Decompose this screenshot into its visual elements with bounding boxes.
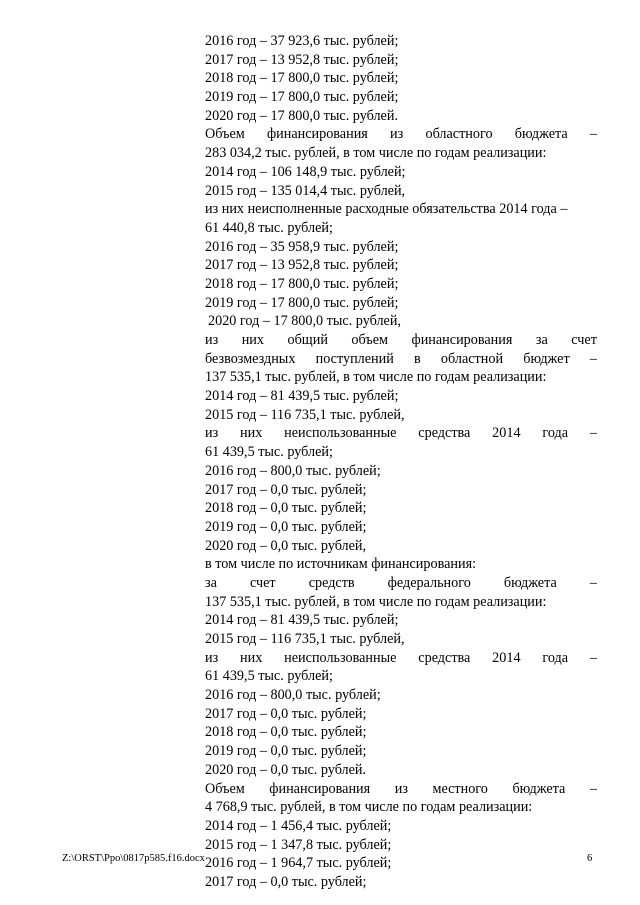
- word: областной: [440, 350, 504, 367]
- word: из: [205, 332, 219, 348]
- text-line: 61 439,5 тыс. рублей;: [205, 668, 333, 685]
- word: –: [589, 574, 597, 591]
- word: бюджет: [523, 350, 570, 367]
- word: средств: [308, 574, 355, 591]
- word: –: [589, 126, 597, 143]
- text-line: [205, 424, 597, 443]
- text-line: 2019 год – 17 800,0 тыс. рублей;: [205, 89, 399, 106]
- text-line: 2018 год – 0,0 тыс. рублей;: [205, 500, 367, 517]
- word: –: [589, 780, 597, 797]
- text-line: [205, 350, 597, 369]
- text-line: [205, 649, 597, 668]
- word: них: [240, 425, 263, 442]
- text-line: 2015 год – 116 735,1 тыс. рублей,: [205, 406, 405, 423]
- word: за: [205, 574, 217, 591]
- page-number: 6: [587, 853, 593, 864]
- text-line: 2016 год – 35 958,9 тыс. рублей;: [205, 238, 399, 255]
- word: –: [589, 649, 597, 666]
- word: Объем: [205, 780, 245, 797]
- text-line: [205, 331, 597, 350]
- text-line: 2015 год – 135 014,4 тыс. рублей,: [205, 182, 406, 199]
- word: из: [205, 425, 219, 442]
- text-line: 61 440,8 тыс. рублей;: [205, 219, 333, 236]
- text-line: 2015 год – 116 735,1 тыс. рублей,: [205, 631, 405, 647]
- text-line: 2020 год – 17 800,0 тыс. рублей,: [208, 313, 401, 330]
- word: 2014: [492, 425, 521, 442]
- text-line: 2016 год – 37 923,6 тыс. рублей;: [205, 33, 399, 49]
- text-line: [205, 574, 597, 593]
- text-line: 2020 год – 0,0 тыс. рублей.: [205, 761, 367, 778]
- word: –: [589, 425, 597, 442]
- text-line: [205, 780, 597, 799]
- word: неиспользованные: [284, 425, 397, 442]
- text-line: 137 535,1 тыс. рублей, в том числе по годам реализации:: [205, 369, 547, 386]
- text-line: 2020 год – 0,0 тыс. рублей,: [205, 537, 367, 554]
- text-line: 2014 год – 1 456,4 тыс. рублей;: [205, 817, 392, 834]
- text-line: 2017 год – 0,0 тыс. рублей;: [205, 873, 367, 890]
- word: средства: [418, 649, 471, 666]
- text-line: 2018 год – 0,0 тыс. рублей;: [205, 724, 367, 741]
- word: финансирования: [266, 126, 368, 143]
- footer-file-path: Z:\ORST\Ppo\0817p585.f16.docx: [62, 853, 205, 864]
- text-line: 2019 год – 0,0 тыс. рублей;: [205, 743, 367, 760]
- text-line: 2018 год – 17 800,0 тыс. рублей;: [205, 275, 399, 292]
- word: финансирования: [269, 780, 371, 797]
- word: финансирования: [411, 332, 513, 348]
- word: счет: [571, 332, 597, 348]
- word: безвозмездных: [205, 350, 296, 367]
- word: бюджета: [514, 126, 568, 143]
- text-line: 2015 год – 1 347,8 тыс. рублей;: [205, 836, 392, 853]
- word: средства: [418, 425, 471, 442]
- word: местного: [432, 780, 488, 797]
- word: 2014: [492, 649, 521, 666]
- word: федерального: [387, 574, 471, 591]
- text-line: 137 535,1 тыс. рублей, в том числе по годам реализации:: [205, 593, 547, 610]
- word: из: [390, 126, 404, 143]
- text-line: 2016 год – 1 964,7 тыс. рублей;: [205, 855, 392, 872]
- text-line: 2020 год – 17 800,0 тыс. рублей.: [205, 107, 398, 124]
- word: в: [414, 350, 421, 367]
- word: бюджета: [503, 574, 557, 591]
- document-body: [205, 32, 597, 892]
- text-line: 2017 год – 13 952,8 тыс. рублей;: [205, 51, 399, 68]
- word: из: [205, 649, 219, 666]
- text-line: 2019 год – 17 800,0 тыс. рублей;: [205, 294, 399, 311]
- word: неиспользованные: [284, 649, 397, 666]
- text-line: [205, 125, 597, 144]
- word: них: [240, 649, 263, 666]
- word: –: [589, 350, 597, 367]
- text-line: 4 768,9 тыс. рублей, в том числе по годам реализации:: [205, 799, 533, 816]
- text-line: 2016 год – 800,0 тыс. рублей;: [205, 687, 381, 704]
- word: бюджета: [512, 780, 566, 797]
- word: года: [542, 425, 569, 442]
- word: областного: [425, 126, 493, 143]
- text-line: 2016 год – 800,0 тыс. рублей;: [205, 462, 381, 479]
- word: них: [241, 332, 264, 348]
- word: объем: [351, 332, 388, 348]
- text-line: в том числе по источникам финансирования:: [205, 556, 477, 573]
- word: поступлений: [315, 350, 394, 367]
- text-line: 2017 год – 13 952,8 тыс. рублей;: [205, 257, 399, 274]
- word: счет: [249, 574, 276, 591]
- text-line: из них неисполненные расходные обязательства 2014 года –: [205, 201, 568, 218]
- word: Объем: [205, 126, 245, 143]
- text-line: 283 034,2 тыс. рублей, в том числе по годам реализации:: [205, 145, 547, 162]
- word: из: [394, 780, 408, 797]
- word: общий: [287, 332, 328, 348]
- text-line: 2019 год – 0,0 тыс. рублей;: [205, 518, 367, 535]
- text-line: 2017 год – 0,0 тыс. рублей;: [205, 481, 367, 498]
- word: за: [535, 332, 548, 348]
- text-line: 2018 год – 17 800,0 тыс. рублей;: [205, 70, 399, 87]
- word: года: [542, 649, 569, 666]
- text-line: 61 439,5 тыс. рублей;: [205, 444, 333, 461]
- text-line: 2017 год – 0,0 тыс. рублей;: [205, 705, 367, 722]
- text-line: 2014 год – 106 148,9 тыс. рублей;: [205, 163, 406, 180]
- text-line: 2014 год – 81 439,5 тыс. рублей;: [205, 612, 399, 629]
- text-line: 2014 год – 81 439,5 тыс. рублей;: [205, 388, 399, 405]
